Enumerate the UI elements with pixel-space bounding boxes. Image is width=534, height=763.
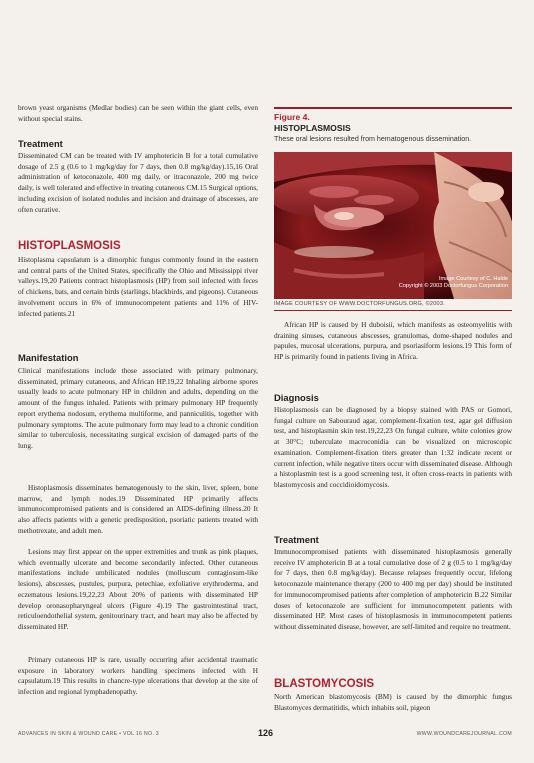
histoplasmosis-heading: HISTOPLASMOSIS xyxy=(18,240,121,252)
diagnosis-heading: Diagnosis xyxy=(274,392,319,403)
diagnosis-paragraph: Histoplasmosis can be diagnosed by a biopsy stained with PAS or Gomori, fungal culture on Sabouraud agar, complement-fixation test, agar gel diffusion test, and histoplasmin skin test.19,22,23 On fungal culture, white colonies grow at 30°C; tuberculate macroconidia can be visualized on microscopic examination. Complement-fixation titers greater than 1:32 indicate recent or current infection, while negative titers occur with disseminated disease. Although a histoplasmin test is a good screening test, it often cross-reacts in patients with blastomycosis and coccidioidomycosis. xyxy=(274,405,512,489)
image-courtesy: IMAGE COURTESY OF WWW.DOCTORFUNGUS.ORG, ©2003. xyxy=(274,301,445,307)
manifestation-paragraph-2: Histoplasmosis disseminates hematogenously to the skin, liver, spleen, bone marrow, and lymph nodes.19 Disseminated HP primarily affects immunocompromised patients and is considered an AIDS-defining illness.20 It also affects patients with a genetic predisposition, psoriatic patients treated with methotrexate, and adult men. xyxy=(18,483,258,535)
african-hp-paragraph: African HP is caused by H duboisii, which manifests as osteomyelitis with draining sinuses, cutaneous abscesses, granulomas, dome-shaped nodules and papules, mucosal ulcerations, purpura, and psoriasiform lesions.19 This form of HP is primarily found in patients living in Africa. xyxy=(274,320,512,362)
manifestation-heading: Manifestation xyxy=(18,352,79,363)
figure-title: HISTOPLASMOSIS xyxy=(274,123,351,133)
figure-label: Figure 4. xyxy=(274,112,310,122)
histoplasmosis-paragraph: Histoplasma capsulatum is a dimorphic fungus commonly found in the eastern and central parts of the United States, specifically the Ohio and Mississippi river valleys.19,20 Patients contract histoplasmosis (HP) from soil infected with feces of chickens, bats, and certain birds (starlings, blackbirds, and pigeons). Cutaneous involvement occurs in 6% of immunocompetent patients and 11% of HIV-infected patients.21 xyxy=(18,255,258,318)
blastomycosis-paragraph: North American blastomycosis (BM) is caused by the dimorphic fungus Blastomyces dermatitidis, which inhabits soil, pigeon xyxy=(274,692,512,712)
figure-caption: These oral lesions resulted from hematogenous dissemination. xyxy=(274,135,472,143)
figure-top-rule xyxy=(274,107,512,109)
image-credit-1: Image Courtesy of C. Halde xyxy=(438,276,508,282)
manifestation-paragraph-3: Lesions may first appear on the upper extremities and trunk as pink plaques, which eventually ulcerate and become secondarily infected. Other cutaneous manifestations include umbilicated nodules (molluscum contagiosum-like lesions), abscesses, pustules, purpura, petechiae, exfoliative erythroderma, and eczematous lesions.19,22,23 About 20% of patients with disseminated HP develop oronasopharyngeal ulcers (Figure 4).19 The gastrointestinal tract, reticuloendothelial system, genitourinary tract, and heart may also be affected by disseminated HP. xyxy=(18,547,258,631)
footer-website: WWW.WOUNDCAREJOURNAL.COM xyxy=(416,731,512,737)
treatment-heading: Treatment xyxy=(18,138,63,149)
treatment-heading-right: Treatment xyxy=(274,534,319,545)
oral-lesions-photo xyxy=(274,152,512,299)
manifestation-paragraph-1: Clinical manifestations include those associated with primary pulmonary, disseminated, primary cutaneous, and African HP.19,22 Inhaling airborne spores usually leads to acute pulmonary HP in children and adults, depending on the amount of the fungus inhaled. Patients with primary pulmonary HP frequently report erythema nodosum, erythema multiforme, and panniculitis, together with pulmonary symptoms. The acute pulmonary form may lead to a chronic condition similar to tuberculosis, necessitating surgical excision of damaged parts of the lung. xyxy=(18,366,258,450)
page-number: 126 xyxy=(258,728,274,738)
image-watermark xyxy=(399,276,508,290)
treatment-paragraph-right: Immunocompromised patients with disseminated histoplasmosis generally receive IV amphotericin B at a total cumulative dose of 2 g (0.5 to 1 mg/kg/day for 7 days, then 0.8 mg/kg/day). Because relapses frequently occur, lifelong ketoconazole maintenance therapy (200 to 400 mg per day) should be instituted for immunocompromised patients after completion of amphotericin B.22 Similar doses of ketoconazole are sufficient for immunocompetent patients with disseminated HP. Most cases of histoplasmosis in immunocompetent patients without disseminated disease, however, are self-limited and require no treatment. xyxy=(274,547,512,631)
image-credit-2: Copyright © 2003 Doctorfungus Corporation xyxy=(398,283,508,289)
manifestation-paragraph-4: Primary cutaneous HP is rare, usually occurring after accidental traumatic exposure in laboratory workers handling specimens infected with H capsulatum.19 This results in chancre-type ulcerations that develop at the site of infection and regional lymphadenopathy. xyxy=(18,655,258,697)
treatment-paragraph: Disseminated CM can be treated with IV amphotericin B for a total cumulative dosage of 2.5 g (0.6 to 1 mg/kg/day for 7 days, then 0.8 mg/kg/day).15,16 Oral administration of ketoconazole, 400 mg daily, or itraconazole, 200 mg twice daily, is well tolerated and effective in treating cutaneous CM.15 Surgical options, including excision of isolated nodules and incision and drainage of abscesses, are often curative. xyxy=(18,151,258,214)
figure-bottom-rule xyxy=(274,310,512,311)
intro-paragraph: brown yeast organisms (Medlar bodies) can be seen within the giant cells, even without special stains. xyxy=(18,103,258,123)
footer-journal: ADVANCES IN SKIN & WOUND CARE • VOL 16 NO. 3 xyxy=(18,731,159,737)
blastomycosis-heading: BLASTOMYCOSIS xyxy=(274,678,375,690)
